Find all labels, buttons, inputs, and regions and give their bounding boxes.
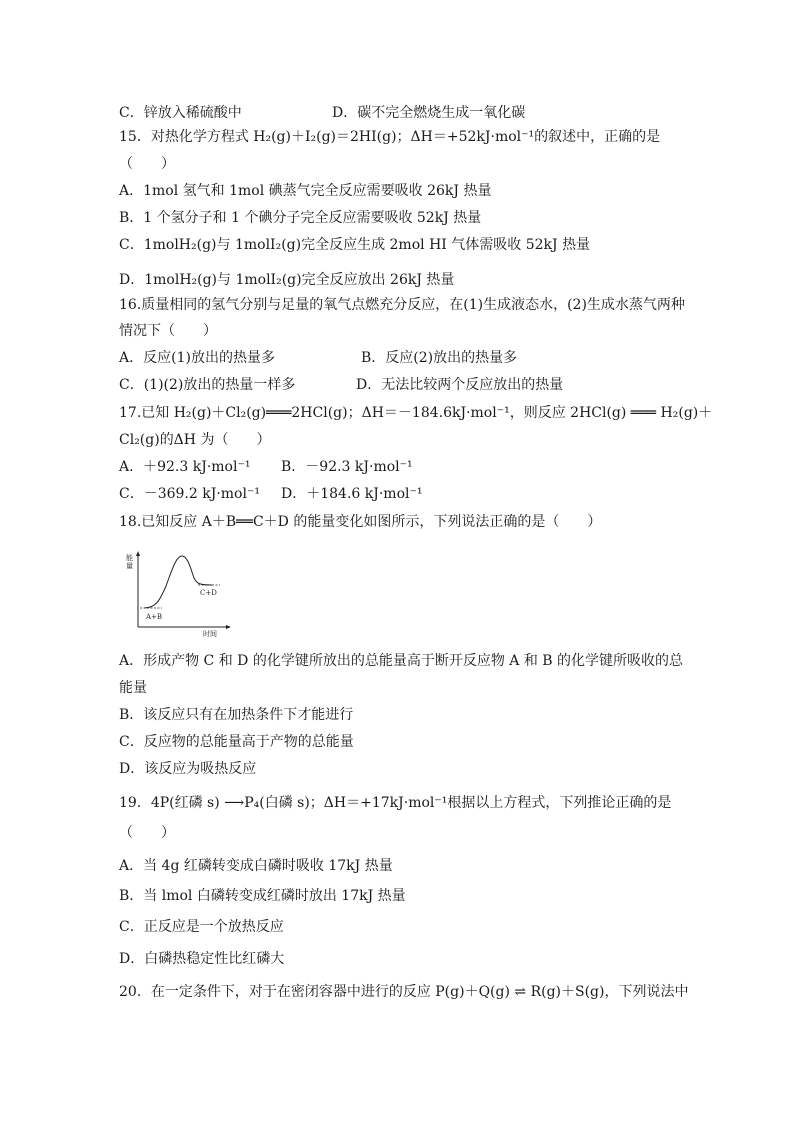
q15-paren: （ ）	[119, 156, 175, 172]
q16-stem: 16.质量相同的氢气分别与足量的氧气点燃充分反应，在(1)生成液态水，(2)生成水蒸气两种	[119, 297, 685, 313]
q17-option-c: C．－369.2 kJ·mol⁻¹	[119, 486, 260, 502]
q15-stem: 15．对热化学方程式 H₂(g)＋I₂(g)＝2HI(g)；ΔH＝+52kJ·mol⁻¹的叙述中，正确的是	[119, 129, 661, 145]
q17-option-b: B．－92.3 kJ·mol⁻¹	[281, 459, 413, 475]
q16-option-d: D．无法比较两个反应放出的热量	[356, 377, 564, 393]
q18-option-d: D．该反应为吸热反应	[119, 761, 257, 777]
q15-option-b: B．1 个氢分子和 1 个碘分子完全反应需要吸收 52kJ 热量	[119, 210, 482, 226]
energy-curve	[144, 556, 212, 608]
y-axis-arrow	[136, 551, 140, 556]
q19-option-c: C．正反应是一个放热反应	[119, 919, 284, 935]
q14-option-d: D．碳不完全燃烧生成一氧化碳	[332, 105, 526, 121]
q18-option-c: C．反应物的总能量高于产物的总能量	[119, 734, 354, 750]
q14-option-c: C．锌放入稀硫酸中	[119, 105, 242, 121]
q17-option-d: D．＋184.6 kJ·mol⁻¹	[281, 486, 423, 502]
q15-option-d: D．1molH₂(g)与 1molI₂(g)完全反应放出 26kJ 热量	[119, 272, 455, 288]
q16-option-b: B．反应(2)放出的热量多	[361, 350, 518, 366]
q17-stem: 17.已知 H₂(g)＋Cl₂(g)═══2HCl(g)；ΔH＝－184.6kJ·mol⁻¹，则反应 2HCl(g) ═══ H₂(g)＋	[119, 405, 713, 421]
q17-stem-cont: Cl₂(g)的ΔH 为（ ）	[119, 432, 271, 448]
q19-option-b: B．当 lmol 白磷转变成红磷时放出 17kJ 热量	[119, 888, 406, 904]
y-axis-label-2: 量	[126, 562, 133, 570]
q17-option-a: A．＋92.3 kJ·mol⁻¹	[119, 459, 251, 475]
y-axis-label-1: 能	[126, 554, 133, 562]
q15-option-c: C．1molH₂(g)与 1molI₂(g)完全反应生成 2mol HI 气体需吸收 52kJ 热量	[119, 237, 591, 253]
reactant-label: A+B	[146, 613, 163, 621]
q19-stem: 19．4P(红磷 s) ⟶P₄(白磷 s)；ΔH＝+17kJ·mol⁻¹根据以上方程式，下列推论正确的是	[119, 795, 672, 811]
q19-option-d: D．白磷热稳定性比红磷大	[119, 951, 285, 967]
product-label: C+D	[200, 589, 217, 597]
q18-option-a-cont: 能量	[119, 680, 147, 696]
q16-option-c: C．(1)(2)放出的热量一样多	[119, 377, 296, 393]
q20-stem: 20．在一定条件下，对于在密闭容器中进行的反应 P(g)＋Q(g) ⇌ R(g)＋S(g)，下列说法中	[119, 984, 689, 1000]
q18-option-b: B．该反应只有在加热条件下才能进行	[119, 707, 354, 723]
x-axis-arrow	[226, 625, 231, 629]
q16-stem-cont: 情况下（ ）	[119, 323, 217, 339]
energy-diagram	[120, 548, 250, 640]
q16-option-a: A．反应(1)放出的热量多	[119, 350, 275, 366]
q19-paren: （ ）	[119, 825, 175, 841]
q19-option-a: A．当 4g 红磷转变成白磷时吸收 17kJ 热量	[119, 858, 393, 874]
x-axis-label: 时间	[203, 630, 217, 638]
energy-diagram-svg	[120, 548, 250, 640]
q18-stem: 18.已知反应 A＋B══C＋D 的能量变化如图所示，下列说法正确的是（ ）	[119, 514, 602, 530]
q15-option-a: A．1mol 氢气和 1mol 碘蒸气完全反应需要吸收 26kJ 热量	[119, 183, 492, 199]
q18-option-a: A．形成产物 C 和 D 的化学键所放出的总能量高于断开反应物 A 和 B 的化学键所吸收的总	[119, 653, 684, 669]
